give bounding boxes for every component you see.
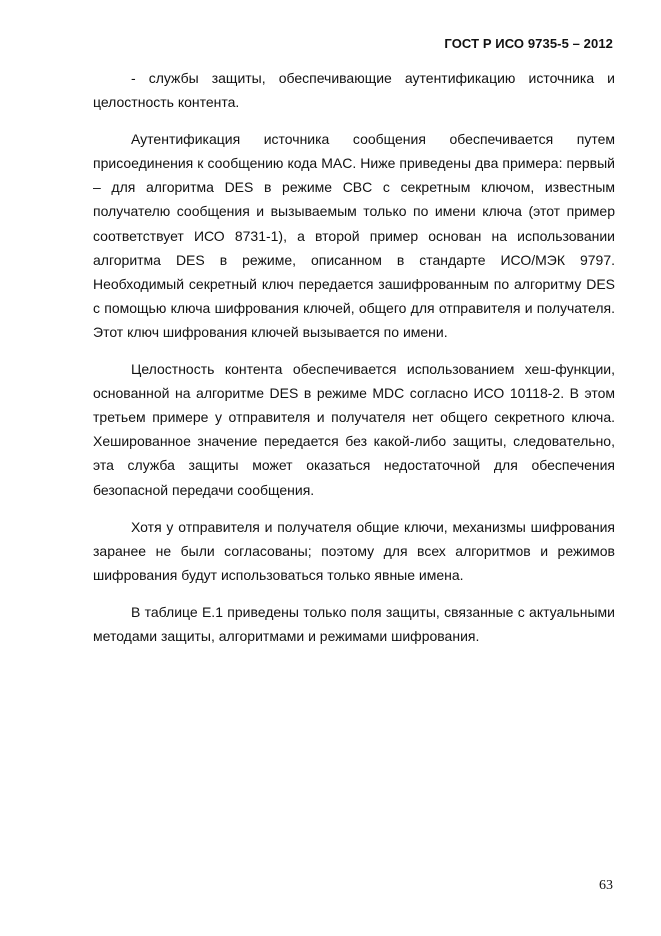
page-number: 63 [599,878,613,893]
paragraph-content-integrity [93,357,615,502]
paragraph-text: Аутентификация источника сообщения обеспечивается путем присоединения к сообщению кода MAC. Ниже приведены два примера: первый – для алгоритма DES в режиме CBC с секретным ключом, известным получателю сообщения и вызываемым только по имени ключа (этот пример соответствует ИСО 8731-1), а второй пример основан на использовании алгоритма DES в режиме, описанном в стандарте ИСО/МЭК 9797. Необходимый секретный ключ передается зашифрованным по алгоритму DES с помощью ключа шифрования ключей, общего для отправителя и получателя. Этот ключ шифрования ключей вызывается по имени. [93,131,615,340]
paragraph-security-services [93,66,615,114]
paragraph-text: В таблице Е.1 приведены только поля защиты, связанные с актуальными методами защиты, алгоритмами и режимами шифрования. [93,603,615,644]
paragraph-source-authentication [93,127,615,344]
paragraph-explicit-names [93,515,615,587]
paragraph-text: Хотя у отправителя и получателя общие ключи, механизмы шифрования заранее не были согласованы; поэтому для всех алгоритмов и режимов шифрования будут использоваться только явные имена. [93,518,615,583]
document-body [93,66,615,661]
paragraph-text: Целостность контента обеспечивается использованием хеш-функции, основанной на алгоритме DES в режиме MDC согласно ИСО 10118-2. В этом третьем примере у отправителя и получателя нет общего секретного ключа. Хешированное значение передается без какой-либо защиты, следовательно, эта служба защиты может оказаться недостаточной для обеспечения безопасной передачи сообщения. [93,361,615,498]
document-code-header: ГОСТ Р ИСО 9735-5 – 2012 [444,36,613,51]
paragraph-table-reference [93,600,615,648]
paragraph-text: - службы защиты, обеспечивающие аутентификацию источника и целостность контента. [93,70,615,111]
